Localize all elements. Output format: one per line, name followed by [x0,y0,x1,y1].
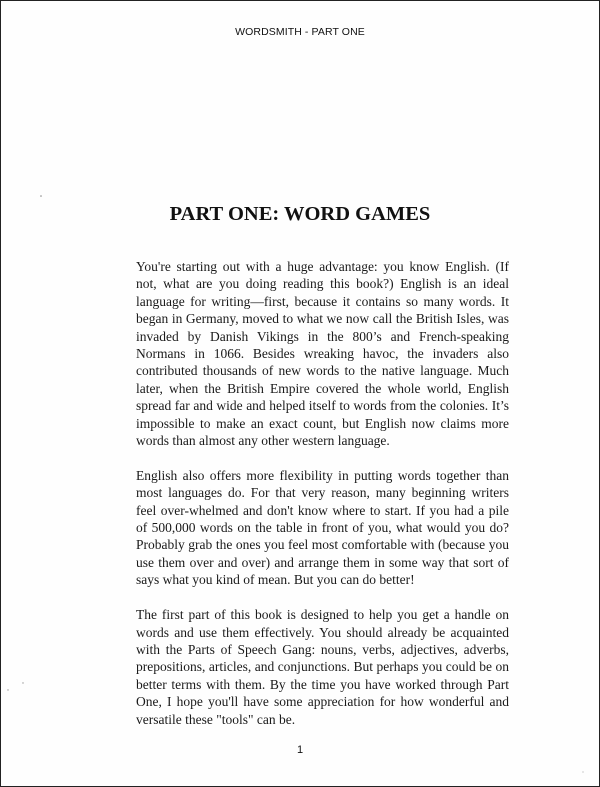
scan-speck [7,689,8,690]
scan-speck [40,195,42,197]
scan-speck [22,682,23,683]
paragraph-intro: You're starting out with a huge advantage: you know English. (If not, what are you doing reading this book?) English is an ideal language for writing—first, because it contains so many words. It began in Germany, moved to what we now call the British Isles, was invaded by Danish Vikings in the 800’s and French-speaking Normans in 1066. Besides wreaking havoc, the invaders also contributed thousands of new words to the native language. Much later, when the British Empire covered the whole world, English spread far and wide and helped itself to words from the colonies. It’s impossible to make an exact count, but English now claims more words than almost any other western language. [136,259,509,449]
body-text [136,258,509,745]
paragraph-purpose: The first part of this book is designed to help you get a handle on words and use them effectively. You should already be acquainted with the Parts of Speech Gang: nouns, verbs, adjectives, adverbs, prepositions, articles, and conjunctions. But perhaps you could be on better terms with them. By the time you have worked through Part One, I hope you'll have some appreciation for how wonderful and versatile these "tools" can be. [136,607,509,727]
chapter-title: PART ONE: WORD GAMES [169,203,431,225]
page-number: 1 [296,744,304,756]
paragraph-flexibility: English also offers more flexibility in putting words together than most languages do. For that very reason, many beginning writers feel over-whelmed and don't know where to start. If you had a pile of 500,000 words on the table in front of you, what would you do? Probably grab the ones you feel most comfortable with (because you use them over and over) and arrange them in some way that sort of says what you kind of mean. But you can do better! [136,467,509,588]
scan-speck [582,771,583,772]
running-header: WORDSMITH - PART ONE [235,26,365,38]
